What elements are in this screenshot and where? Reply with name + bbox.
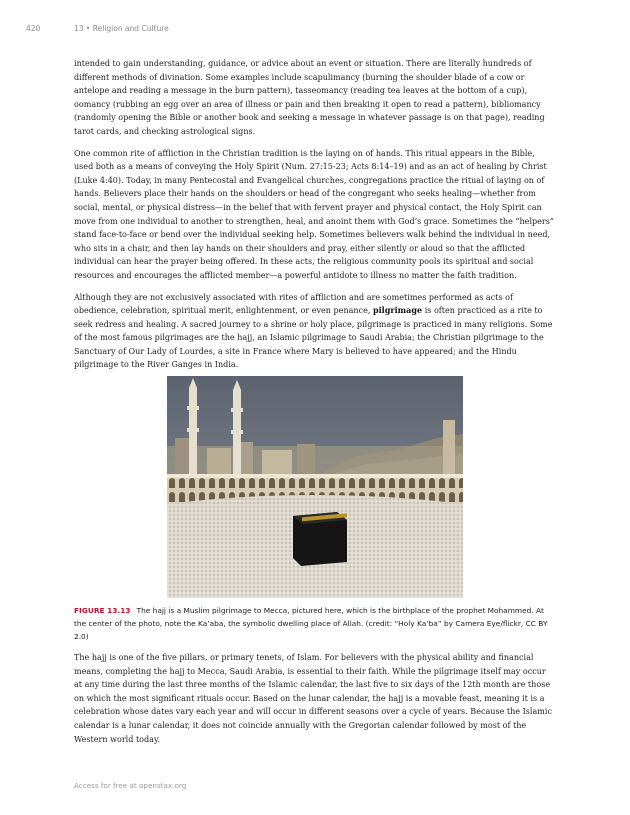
figure-label: FIGURE 13.13 <box>74 606 131 615</box>
paragraph-divination: intended to gain understanding, guidance, or advice about an event or situation. There are literally hundreds of different methods of divination. Some examples include scapulimancy (burning the shoulder blade of a cow or antelope and reading a message in the burn pattern), tasseomancy (reading tea leaves at the bottom of a cup), oomancy (rubbing an egg over an area of illness or pain and then breaking it open to read a pattern), bibliomancy (randomly opening the Bible or another book and seeking a message in whatever passage is on that page), reading tarot cards, and checking astrological signs. <box>74 59 545 136</box>
key-term-pilgrimage: pilgrimage <box>373 305 423 316</box>
footer-link-text[interactable]: Access for free at openstax.org <box>74 781 187 790</box>
mecca-photo-image <box>167 376 463 598</box>
page-number: 420 <box>26 24 41 33</box>
figure-caption <box>74 604 556 644</box>
body-text-top <box>74 57 556 380</box>
paragraph-pilgrimage <box>74 291 556 373</box>
paragraph-pilgrimage-part1: Although they are not exclusively associated with rites of affliction and are sometimes performed as acts of obedience, celebration, spiritual merit, enlightenment, or even penance, <box>74 292 513 316</box>
paragraph-laying-on-of-hands: One common rite of affliction in the Christian tradition is the laying on of hands. This ritual appears in the Bible, used both as a means of conveying the Holy Spirit (Num. 27:15-23; Acts 8:14–19) and as an act of healing by Christ (Luke 4:40). Today, in many Pentecostal and Evangelical churches, congregations practice the ritual of laying on of hands. Believers place their hands on the shoulders or head of the congregant who seeks healing—whether from social, mental, or physical distress—in the belief that with fervent prayer and physical contact, the Holy Spirit can move from one individual to another to strengthen, heal, and anoint them with God’s grace. Sometimes the “helpers” stand face-to-face or bend over the individual seeking help. Sometimes believers walk behind the individual in need, who sits in a chair, and then lay hands on their shoulders and pray, either silently or aloud so that the afflicted individual can hear the prayer being offered. In these acts, the religious community pools its spiritual and social resources and encourages the afflicted member—a powerful antidote to illness no matter the faith tradition. <box>74 148 555 280</box>
chapter-title: 13 • Religion and Culture <box>74 24 169 33</box>
paragraph-pilgrimage-part2: is often practiced as a rite to seek redress and healing. A sacred journey to a shrine or holy place, pilgrimage is practiced in many religions. Some of the most famous pilgrimages are the hajj, an Islamic pilgrimage to Saudi Arabia; the Christian pilgrimage to the Sanctuary of Our Lady of Lourdes, a site in France where Mary is believed to have appeared; and the Hindu pilgrimage to the River Ganges in India. <box>74 306 553 370</box>
page-footer <box>74 781 186 790</box>
figure-caption-text: The hajj is a Muslim pilgrimage to Mecca, pictured here, which is the birthplace of the prophet Mohammed. At the center of the photo, note the Ka’aba, the symbolic dwelling place of Allah. (credit: “Holy Ka’ba” by Camera Eye/flickr, CC BY 2.0) <box>74 606 548 642</box>
page-header <box>26 24 604 38</box>
body-text-bottom <box>74 651 556 754</box>
figure-photo-mecca <box>167 376 463 598</box>
paragraph-hajj: The hajj is one of the five pillars, or primary tenets, of Islam. For believers with the physical ability and financial means, completing the hajj to Mecca, Saudi Arabia, is essential to their faith. While the pilgrimage itself may occur at any time during the last three months of the Islamic calendar, the last five to six days of the 12th month are those on which the most significant rituals occur. Based on the lunar calendar, the hajj is a movable feast, meaning it is a celebration whose dates vary each year and will occur in different seasons over a cycle of years. Because the Islamic calendar is a lunar calendar, it does not coincide annually with the Gregorian calendar followed by most of the Western world today. <box>74 653 553 744</box>
